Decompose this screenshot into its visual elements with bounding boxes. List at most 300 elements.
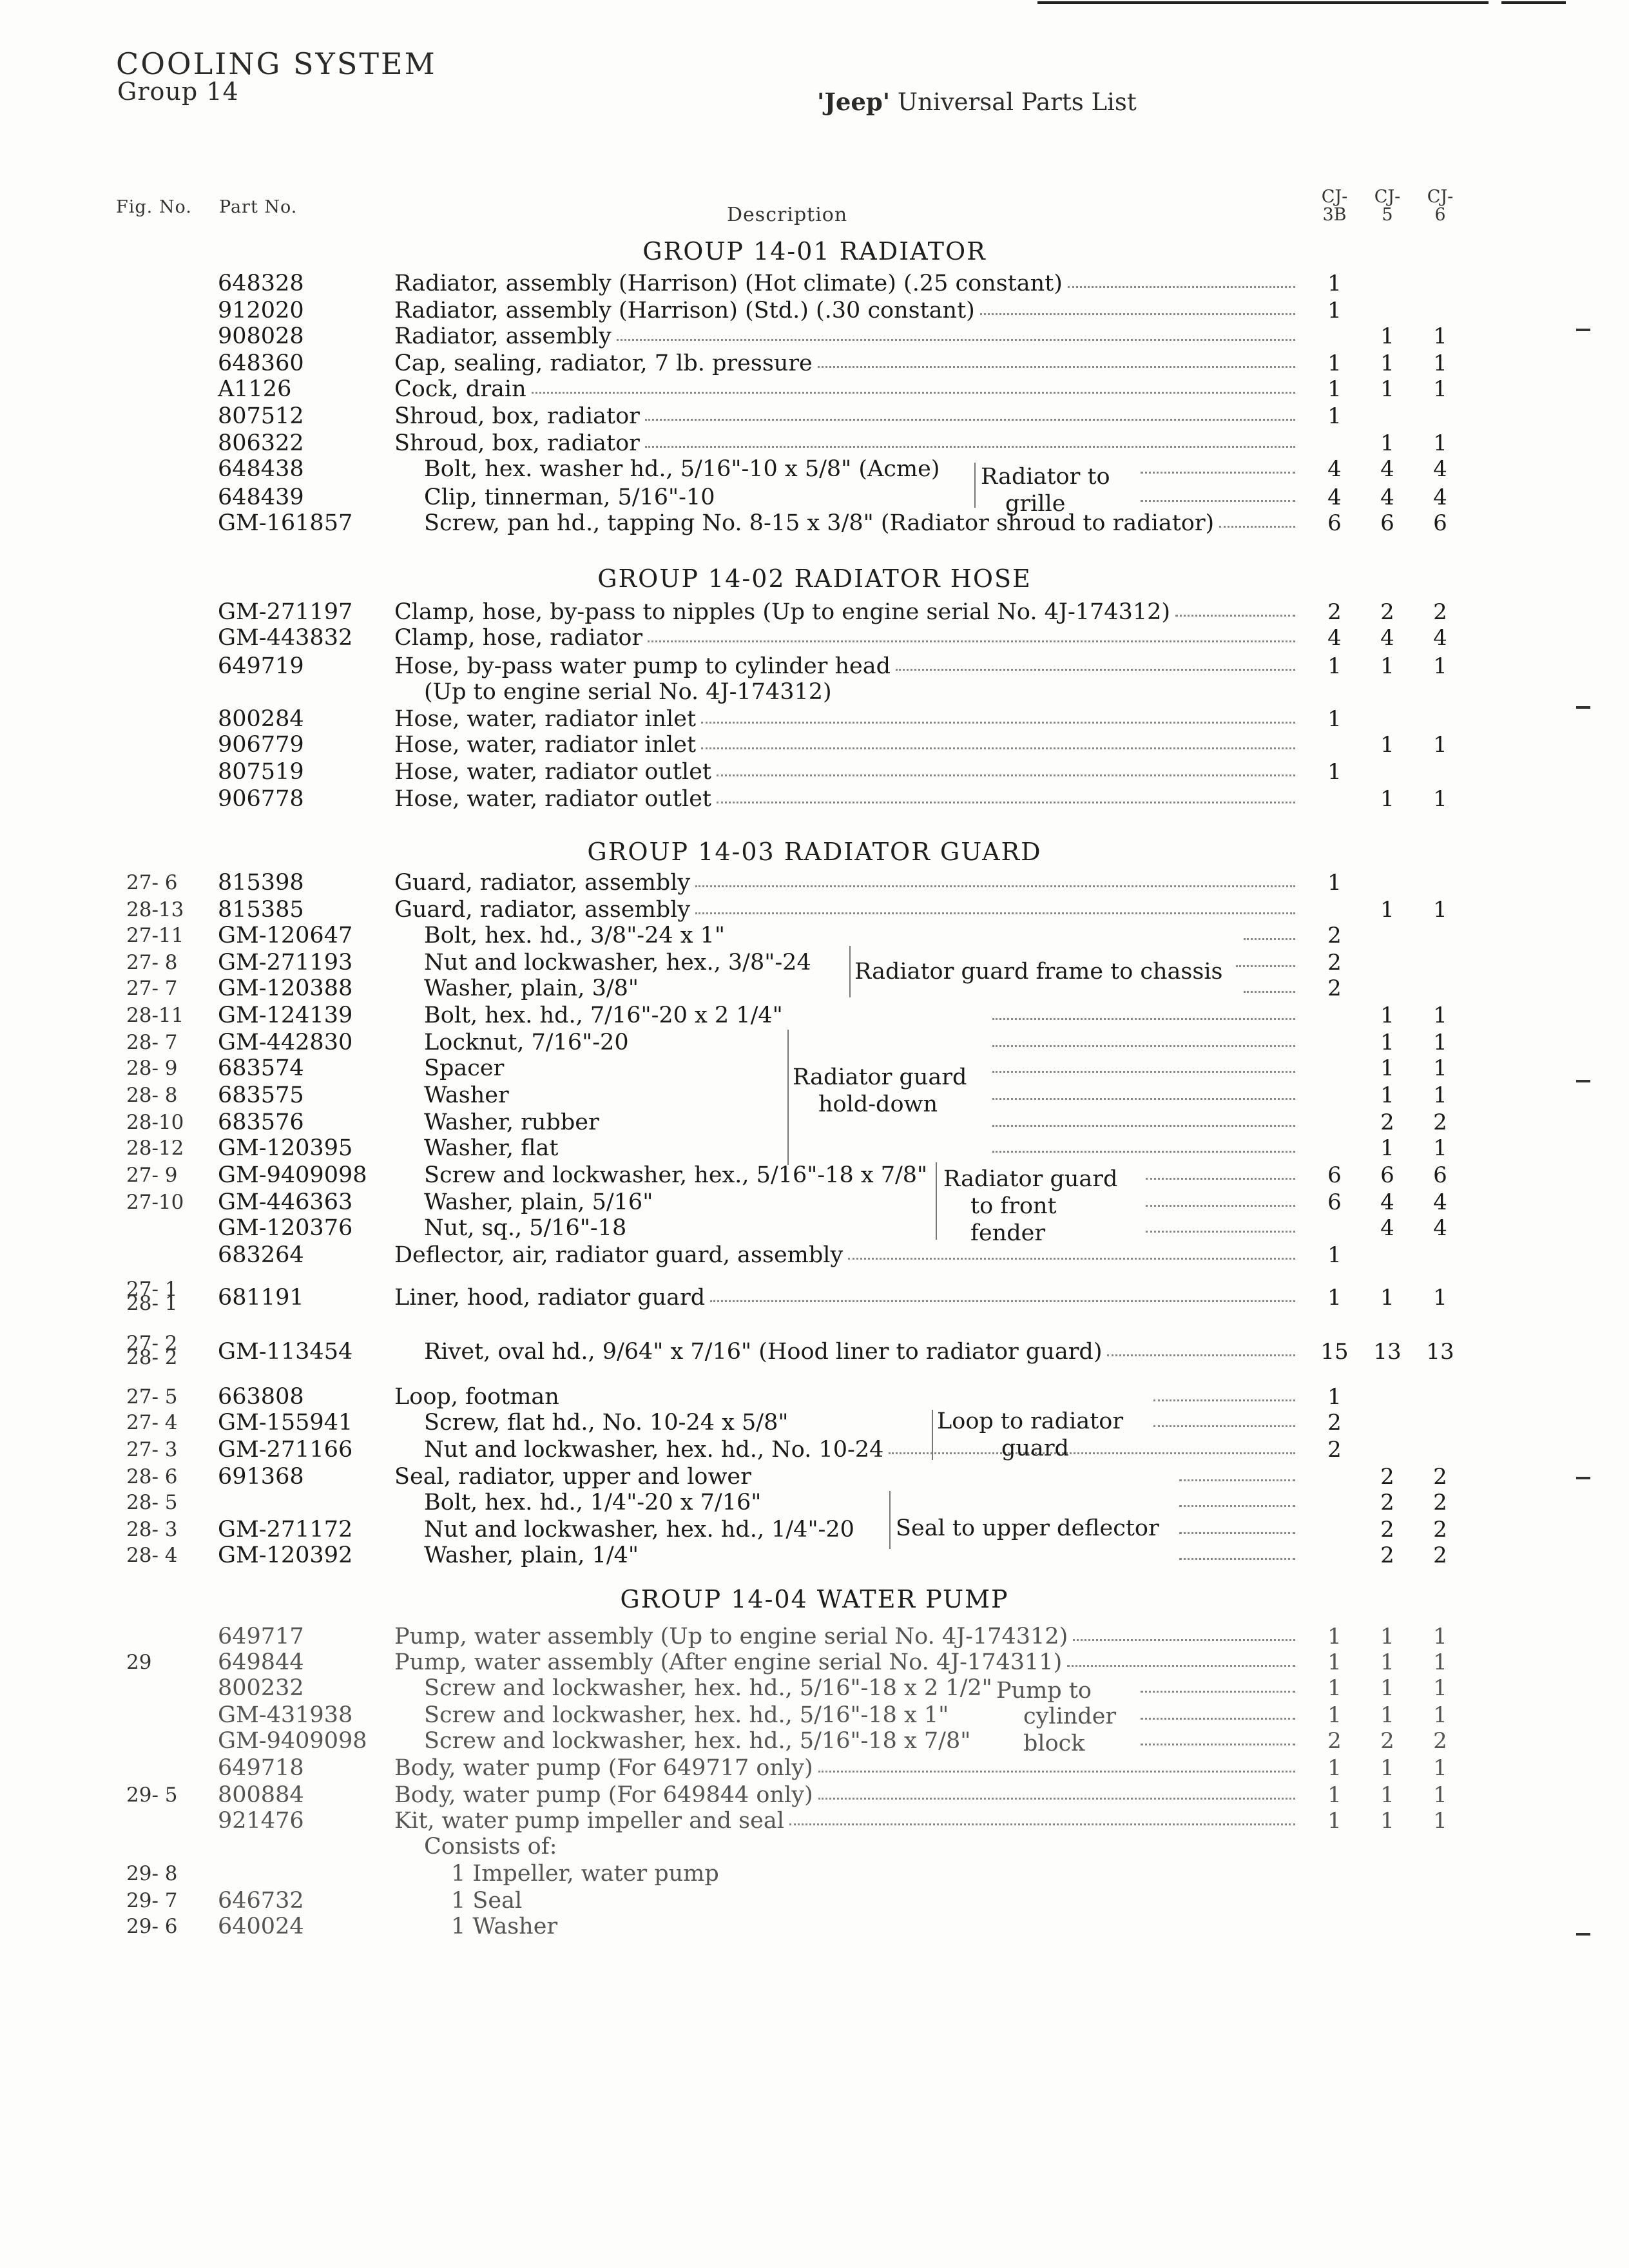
table-row bbox=[0, 653, 1629, 680]
table-row bbox=[0, 1702, 1629, 1729]
description: Washer, plain, 1/4" bbox=[424, 1542, 639, 1568]
qty-cj5: 6 bbox=[1380, 1162, 1394, 1188]
table-row bbox=[0, 510, 1629, 537]
dot-leader bbox=[695, 897, 1295, 914]
table-row bbox=[0, 1003, 1629, 1029]
fig-no: 27- 4 bbox=[126, 1411, 178, 1434]
dot-leader bbox=[1153, 1384, 1295, 1401]
qty-cj3b: 4 bbox=[1327, 485, 1342, 510]
description: Radiator, assembly (Harrison) (Hot climate) (.25 constant) bbox=[394, 271, 1063, 296]
col-cj5-a: CJ- bbox=[1374, 187, 1401, 207]
qty-cj5: 1 bbox=[1380, 1082, 1394, 1108]
part-no: 815398 bbox=[218, 870, 304, 896]
qty-cj5: 13 bbox=[1373, 1339, 1402, 1365]
part-no: 806322 bbox=[218, 430, 304, 456]
fig-no: 28-13 bbox=[126, 898, 184, 921]
fig-no: 28-12 bbox=[126, 1137, 184, 1160]
dot-leader bbox=[717, 759, 1295, 776]
description: Washer bbox=[424, 1082, 509, 1108]
description: Nut and lockwasher, hex. hd., 1/4"-20 bbox=[424, 1517, 854, 1542]
qty-cj6: 1 bbox=[1433, 351, 1447, 376]
description: Nut, sq., 5/16"-18 bbox=[424, 1215, 627, 1241]
description: Locknut, 7/16"-20 bbox=[424, 1030, 629, 1055]
description: Screw, pan hd., tapping No. 8-15 x 3/8" (Radiator shroud to radiator) bbox=[424, 510, 1215, 536]
fig-no: 28- 3 bbox=[126, 1518, 178, 1541]
qty-cj6: 1 bbox=[1433, 732, 1447, 758]
qty-cj6: 2 bbox=[1433, 1464, 1447, 1490]
qty-cj5: 1 bbox=[1380, 1755, 1394, 1781]
dot-leader bbox=[896, 653, 1295, 671]
part-no: GM-113454 bbox=[218, 1339, 353, 1365]
qty-cj5: 1 bbox=[1380, 1624, 1394, 1649]
part-no: 912020 bbox=[218, 298, 304, 323]
fig-no: 29- 6 bbox=[126, 1915, 178, 1938]
table-row bbox=[0, 403, 1629, 430]
description: Washer, flat bbox=[424, 1135, 559, 1161]
description: Clamp, hose, by-pass to nipples (Up to engine serial No. 4J-174312) bbox=[394, 599, 1171, 625]
qty-cj5: 1 bbox=[1380, 1782, 1394, 1808]
part-no: GM-271166 bbox=[218, 1437, 353, 1463]
fig-no: 27-11 bbox=[126, 924, 184, 947]
list-title-rest: Universal Parts List bbox=[890, 88, 1137, 116]
col-cj3b-b: 3B bbox=[1322, 205, 1347, 225]
dot-leader bbox=[818, 1755, 1295, 1773]
part-no: 640024 bbox=[218, 1914, 304, 1939]
table-row bbox=[0, 679, 1629, 706]
part-no: 663808 bbox=[218, 1384, 304, 1410]
col-part: Part No. bbox=[219, 197, 298, 217]
margin-mark bbox=[1576, 1477, 1590, 1479]
dot-leader bbox=[1067, 1649, 1295, 1667]
description: Guard, radiator, assembly bbox=[394, 870, 691, 896]
col-cj5-b: 5 bbox=[1382, 205, 1393, 225]
dot-leader bbox=[1141, 1728, 1295, 1745]
qty-cj6: 2 bbox=[1433, 1517, 1447, 1542]
table-row bbox=[0, 1517, 1629, 1543]
fig-no: 27- 9 bbox=[126, 1164, 178, 1187]
table-row bbox=[0, 599, 1629, 626]
qty-cj5: 4 bbox=[1380, 1189, 1394, 1215]
part-no: GM-271197 bbox=[218, 599, 353, 625]
table-row bbox=[0, 456, 1629, 483]
table-row bbox=[0, 625, 1629, 651]
brace bbox=[849, 946, 854, 997]
col-fig: Fig. No. bbox=[116, 197, 192, 217]
qty-cj6: 1 bbox=[1433, 1135, 1447, 1161]
description: Body, water pump (For 649717 only) bbox=[394, 1755, 813, 1781]
part-no: 800232 bbox=[218, 1675, 304, 1701]
description: Shroud, box, radiator bbox=[394, 430, 640, 456]
qty-cj3b: 1 bbox=[1327, 351, 1342, 376]
qty-cj5: 4 bbox=[1380, 1215, 1394, 1241]
qty-cj6: 4 bbox=[1433, 1215, 1447, 1241]
top-rule bbox=[1037, 1, 1489, 4]
dot-leader bbox=[992, 1135, 1295, 1153]
table-row bbox=[0, 430, 1629, 457]
qty-cj5: 2 bbox=[1380, 1490, 1394, 1515]
description: Bolt, hex. hd., 1/4"-20 x 7/16" bbox=[424, 1490, 762, 1515]
col-cj6 bbox=[1418, 188, 1463, 224]
table-row bbox=[0, 1675, 1629, 1702]
qty-cj6: 4 bbox=[1433, 625, 1447, 651]
table-row bbox=[0, 1030, 1629, 1056]
dot-leader bbox=[789, 1808, 1295, 1825]
dot-leader bbox=[1236, 950, 1295, 967]
dot-leader bbox=[1141, 485, 1295, 502]
dot-leader bbox=[645, 403, 1295, 421]
table-row bbox=[0, 1888, 1629, 1914]
table-row bbox=[0, 323, 1629, 350]
dot-leader bbox=[992, 1110, 1295, 1127]
table-row bbox=[0, 1782, 1629, 1809]
table-row bbox=[0, 1624, 1629, 1650]
margin-mark bbox=[1576, 706, 1590, 709]
table-row bbox=[0, 1410, 1629, 1436]
qty-cj6: 1 bbox=[1433, 1285, 1447, 1311]
description: Pump, water assembly (After engine serial No. 4J-174311) bbox=[394, 1649, 1063, 1675]
description: Nut and lockwasher, hex. hd., No. 10-24 bbox=[424, 1437, 884, 1463]
dot-leader bbox=[818, 351, 1295, 368]
qty-cj3b: 2 bbox=[1327, 1437, 1342, 1463]
qty-cj5: 1 bbox=[1380, 732, 1394, 758]
fig-no: 27- 8 bbox=[126, 951, 178, 974]
part-no: GM-161857 bbox=[218, 510, 353, 536]
note-radiator-to: Radiator to bbox=[981, 464, 1110, 490]
table-row bbox=[0, 706, 1629, 733]
qty-cj6: 2 bbox=[1433, 1728, 1447, 1754]
qty-cj5: 4 bbox=[1380, 625, 1394, 651]
description: Hose, water, radiator inlet bbox=[394, 732, 697, 758]
part-no: 648328 bbox=[218, 271, 304, 296]
table-row bbox=[0, 376, 1629, 403]
dot-leader bbox=[1073, 1624, 1295, 1641]
table-row bbox=[0, 1162, 1629, 1189]
qty-cj5: 1 bbox=[1380, 1003, 1394, 1028]
part-no: 906779 bbox=[218, 732, 304, 758]
dot-leader bbox=[710, 1285, 1295, 1302]
table-row bbox=[0, 1542, 1629, 1569]
brace bbox=[936, 1162, 941, 1240]
qty-cj5: 2 bbox=[1380, 599, 1394, 625]
dot-leader bbox=[992, 1055, 1295, 1073]
part-no: GM-443832 bbox=[218, 625, 353, 651]
qty-cj3b: 1 bbox=[1327, 1808, 1342, 1834]
part-no: 800884 bbox=[218, 1782, 304, 1808]
top-rule-right bbox=[1501, 1, 1566, 4]
part-no: 921476 bbox=[218, 1808, 304, 1834]
qty-cj5: 1 bbox=[1380, 323, 1394, 349]
qty-cj3b: 1 bbox=[1327, 1755, 1342, 1781]
qty-cj6: 4 bbox=[1433, 1189, 1447, 1215]
note-pump-a: Pump to bbox=[996, 1678, 1092, 1704]
description: Screw and lockwasher, hex. hd., 5/16"-18 x 1" bbox=[424, 1702, 949, 1728]
margin-mark bbox=[1576, 1933, 1590, 1936]
qty-cj5: 1 bbox=[1380, 430, 1394, 456]
qty-cj5: 2 bbox=[1380, 1542, 1394, 1568]
dot-leader bbox=[992, 1030, 1295, 1047]
qty-cj6: 1 bbox=[1433, 430, 1447, 456]
part-no: GM-271172 bbox=[218, 1517, 353, 1542]
description: 1 Seal bbox=[451, 1888, 523, 1914]
note-pump-b: cylinder bbox=[1023, 1704, 1117, 1729]
qty-cj5: 2 bbox=[1380, 1464, 1394, 1490]
table-row bbox=[0, 1437, 1629, 1463]
qty-cj3b: 4 bbox=[1327, 625, 1342, 651]
table-row bbox=[0, 1861, 1629, 1887]
note-loop-a: Loop to radiator bbox=[937, 1408, 1124, 1434]
description: (Up to engine serial No. 4J-174312) bbox=[424, 679, 832, 705]
dot-leader bbox=[695, 870, 1295, 887]
dot-leader bbox=[1179, 1517, 1295, 1534]
dot-leader bbox=[1068, 271, 1295, 288]
qty-cj5: 6 bbox=[1380, 510, 1394, 536]
description: Hose, water, radiator outlet bbox=[394, 786, 711, 812]
qty-cj3b: 1 bbox=[1327, 759, 1342, 785]
dot-leader bbox=[1219, 510, 1295, 528]
group-heading: GROUP 14-03 RADIATOR GUARD bbox=[587, 838, 1042, 866]
description: Cap, sealing, radiator, 7 lb. pressure bbox=[394, 351, 813, 376]
dot-leader bbox=[1244, 923, 1295, 940]
part-no: 646732 bbox=[218, 1888, 304, 1914]
qty-cj3b: 2 bbox=[1327, 950, 1342, 975]
dot-leader bbox=[645, 430, 1295, 448]
qty-cj3b: 2 bbox=[1327, 923, 1342, 948]
qty-cj6: 4 bbox=[1433, 485, 1447, 510]
description: Nut and lockwasher, hex., 3/8"-24 bbox=[424, 950, 811, 975]
qty-cj6: 1 bbox=[1433, 1055, 1447, 1081]
table-row bbox=[0, 1215, 1629, 1242]
part-no: 649719 bbox=[218, 653, 304, 679]
dot-leader bbox=[532, 376, 1295, 394]
qty-cj6: 6 bbox=[1433, 1162, 1447, 1188]
brace bbox=[932, 1410, 937, 1460]
qty-cj3b: 1 bbox=[1327, 298, 1342, 323]
part-no: 649718 bbox=[218, 1755, 304, 1781]
description: Clamp, hose, radiator bbox=[394, 625, 643, 651]
note-guard-fender-a: Radiator guard bbox=[943, 1166, 1118, 1192]
qty-cj3b: 4 bbox=[1327, 456, 1342, 482]
table-row bbox=[0, 1755, 1629, 1782]
fig-no: 27- 6 bbox=[126, 871, 178, 894]
description: Radiator, assembly (Harrison) (Std.) (.30 constant) bbox=[394, 298, 975, 323]
note-guard-frame: Radiator guard frame to chassis bbox=[854, 959, 1223, 985]
qty-cj3b: 2 bbox=[1327, 1728, 1342, 1754]
description: Hose, water, radiator inlet bbox=[394, 706, 697, 732]
part-no: GM-124139 bbox=[218, 1003, 353, 1028]
qty-cj6: 1 bbox=[1433, 1808, 1447, 1834]
dot-leader bbox=[701, 706, 1295, 724]
qty-cj5: 1 bbox=[1380, 1702, 1394, 1728]
description: Washer, plain, 3/8" bbox=[424, 975, 639, 1001]
fig-no: 28- 7 bbox=[126, 1031, 178, 1054]
table-row bbox=[0, 897, 1629, 923]
description: Washer, rubber bbox=[424, 1110, 599, 1135]
description: Radiator, assembly bbox=[394, 323, 612, 349]
col-cj6-a: CJ- bbox=[1427, 187, 1454, 207]
qty-cj6: 1 bbox=[1433, 897, 1447, 923]
note-guard-fender-c: fender bbox=[970, 1220, 1046, 1246]
dot-leader bbox=[1141, 1675, 1295, 1693]
description: Shroud, box, radiator bbox=[394, 403, 640, 429]
brace bbox=[787, 1030, 793, 1165]
part-no: GM-446363 bbox=[218, 1189, 353, 1215]
fig-no: 27- 7 bbox=[126, 977, 178, 1000]
part-no: GM-120392 bbox=[218, 1542, 353, 1568]
part-no: 683574 bbox=[218, 1055, 304, 1081]
qty-cj3b: 1 bbox=[1327, 1242, 1342, 1268]
qty-cj3b: 2 bbox=[1327, 975, 1342, 1001]
qty-cj6: 6 bbox=[1433, 510, 1447, 536]
qty-cj5: 4 bbox=[1380, 485, 1394, 510]
part-no: GM-442830 bbox=[218, 1030, 353, 1055]
qty-cj6: 2 bbox=[1433, 599, 1447, 625]
description: Seal, radiator, upper and lower bbox=[394, 1464, 751, 1490]
table-row bbox=[0, 1914, 1629, 1940]
dot-leader bbox=[1141, 456, 1295, 474]
qty-cj3b: 1 bbox=[1327, 376, 1342, 402]
dot-leader bbox=[818, 1782, 1295, 1800]
part-no: 683576 bbox=[218, 1110, 304, 1135]
col-desc: Description bbox=[727, 204, 848, 226]
part-no: A1126 bbox=[218, 376, 292, 402]
qty-cj6: 2 bbox=[1433, 1542, 1447, 1568]
qty-cj3b: 1 bbox=[1327, 1675, 1342, 1701]
dot-leader bbox=[1179, 1542, 1295, 1560]
dot-leader bbox=[1141, 1702, 1295, 1720]
table-row bbox=[0, 786, 1629, 812]
part-no: 649844 bbox=[218, 1649, 304, 1675]
description: Screw and lockwasher, hex., 5/16"-18 x 7/8" bbox=[424, 1162, 928, 1188]
qty-cj3b: 1 bbox=[1327, 1285, 1342, 1311]
table-row bbox=[0, 1332, 1629, 1369]
qty-cj6: 2 bbox=[1433, 1110, 1447, 1135]
qty-cj3b: 1 bbox=[1327, 870, 1342, 896]
qty-cj6: 1 bbox=[1433, 1082, 1447, 1108]
description: Spacer bbox=[424, 1055, 505, 1081]
qty-cj3b: 1 bbox=[1327, 1624, 1342, 1649]
qty-cj6: 1 bbox=[1433, 1755, 1447, 1781]
qty-cj5: 1 bbox=[1380, 351, 1394, 376]
dot-leader bbox=[992, 1003, 1295, 1020]
dot-leader bbox=[1244, 975, 1295, 993]
description: Cock, drain bbox=[394, 376, 526, 402]
table-row bbox=[0, 1808, 1629, 1834]
description: Screw, flat hd., No. 10-24 x 5/8" bbox=[424, 1410, 789, 1436]
dot-leader bbox=[1179, 1490, 1295, 1507]
table-row bbox=[0, 1649, 1629, 1676]
qty-cj5: 1 bbox=[1380, 1675, 1394, 1701]
fig-no: 28- 8 bbox=[126, 1084, 178, 1107]
brace bbox=[974, 463, 979, 508]
group-heading: GROUP 14-02 RADIATOR HOSE bbox=[597, 564, 1032, 593]
col-cj3b bbox=[1312, 188, 1357, 224]
qty-cj3b: 1 bbox=[1327, 1782, 1342, 1808]
qty-cj5: 1 bbox=[1380, 1649, 1394, 1675]
dot-leader bbox=[1175, 599, 1295, 617]
part-no: 906778 bbox=[218, 786, 304, 812]
list-title bbox=[817, 88, 1137, 116]
part-no: 908028 bbox=[218, 323, 304, 349]
dot-leader bbox=[1146, 1189, 1295, 1207]
table-row bbox=[0, 1384, 1629, 1410]
qty-cj6: 4 bbox=[1433, 456, 1447, 482]
fig-no: 29- 7 bbox=[126, 1889, 178, 1912]
margin-mark bbox=[1576, 1080, 1590, 1082]
qty-cj5: 1 bbox=[1380, 1808, 1394, 1834]
description: Bolt, hex. washer hd., 5/16"-10 x 5/8" (Acme) bbox=[424, 456, 940, 482]
dot-leader bbox=[889, 1437, 1295, 1454]
qty-cj6: 1 bbox=[1433, 1624, 1447, 1649]
qty-cj5: 1 bbox=[1380, 653, 1394, 679]
qty-cj6: 1 bbox=[1433, 323, 1447, 349]
qty-cj3b: 1 bbox=[1327, 403, 1342, 429]
description: 1 Washer bbox=[451, 1914, 558, 1939]
table-row bbox=[0, 870, 1629, 896]
fig-no: 28-10 bbox=[126, 1111, 184, 1134]
qty-cj5: 1 bbox=[1380, 786, 1394, 812]
fig-no: 28-11 bbox=[126, 1004, 184, 1027]
description: Washer, plain, 5/16" bbox=[424, 1189, 653, 1215]
table-row bbox=[0, 732, 1629, 758]
part-no: GM-120388 bbox=[218, 975, 353, 1001]
qty-cj6: 1 bbox=[1433, 1675, 1447, 1701]
part-no: 815385 bbox=[218, 897, 304, 923]
qty-cj6: 1 bbox=[1433, 376, 1447, 402]
qty-cj5: 2 bbox=[1380, 1517, 1394, 1542]
qty-cj3b: 6 bbox=[1327, 1162, 1342, 1188]
description: Screw and lockwasher, hex. hd., 5/16"-18 x 2 1/2" bbox=[424, 1675, 992, 1701]
qty-cj3b: 1 bbox=[1327, 1384, 1342, 1410]
qty-cj3b: 2 bbox=[1327, 1410, 1342, 1436]
qty-cj3b: 15 bbox=[1320, 1339, 1349, 1365]
table-row bbox=[0, 1242, 1629, 1269]
fig-no: 27-10 bbox=[126, 1191, 184, 1214]
description: Loop, footman bbox=[394, 1384, 559, 1410]
note-guard-fender-b: to front bbox=[970, 1193, 1057, 1219]
page-title: COOLING SYSTEM bbox=[116, 46, 437, 81]
qty-cj3b: 1 bbox=[1327, 1702, 1342, 1728]
part-no: 648360 bbox=[218, 351, 304, 376]
fig-no: 27- 5 bbox=[126, 1385, 178, 1408]
table-row bbox=[0, 1728, 1629, 1754]
description: 1 Impeller, water pump bbox=[451, 1861, 719, 1887]
table-row bbox=[0, 271, 1629, 297]
description: Deflector, air, radiator guard, assembly bbox=[394, 1242, 843, 1268]
fig-no: 28- 6 bbox=[126, 1465, 178, 1488]
part-no: GM-120376 bbox=[218, 1215, 353, 1241]
table-row bbox=[0, 923, 1629, 949]
fig-no: 27- 3 bbox=[126, 1438, 178, 1461]
part-no: 807512 bbox=[218, 403, 304, 429]
qty-cj6: 1 bbox=[1433, 1003, 1447, 1028]
part-no: 691368 bbox=[218, 1464, 304, 1490]
qty-cj6: 1 bbox=[1433, 1649, 1447, 1675]
table-row bbox=[0, 759, 1629, 785]
description: Hose, water, radiator outlet bbox=[394, 759, 711, 785]
note-loop-b: guard bbox=[1001, 1436, 1069, 1461]
dot-leader bbox=[617, 323, 1295, 341]
margin-mark bbox=[1576, 329, 1590, 331]
col-cj5 bbox=[1365, 188, 1410, 224]
part-no: GM-9409098 bbox=[218, 1728, 367, 1754]
col-cj3b-a: CJ- bbox=[1321, 187, 1348, 207]
part-no: GM-155941 bbox=[218, 1410, 353, 1436]
qty-cj6: 1 bbox=[1433, 1030, 1447, 1055]
table-row bbox=[0, 1464, 1629, 1490]
qty-cj3b: 2 bbox=[1327, 599, 1342, 625]
dot-leader bbox=[648, 625, 1295, 642]
group-heading: GROUP 14-01 RADIATOR bbox=[642, 237, 987, 265]
